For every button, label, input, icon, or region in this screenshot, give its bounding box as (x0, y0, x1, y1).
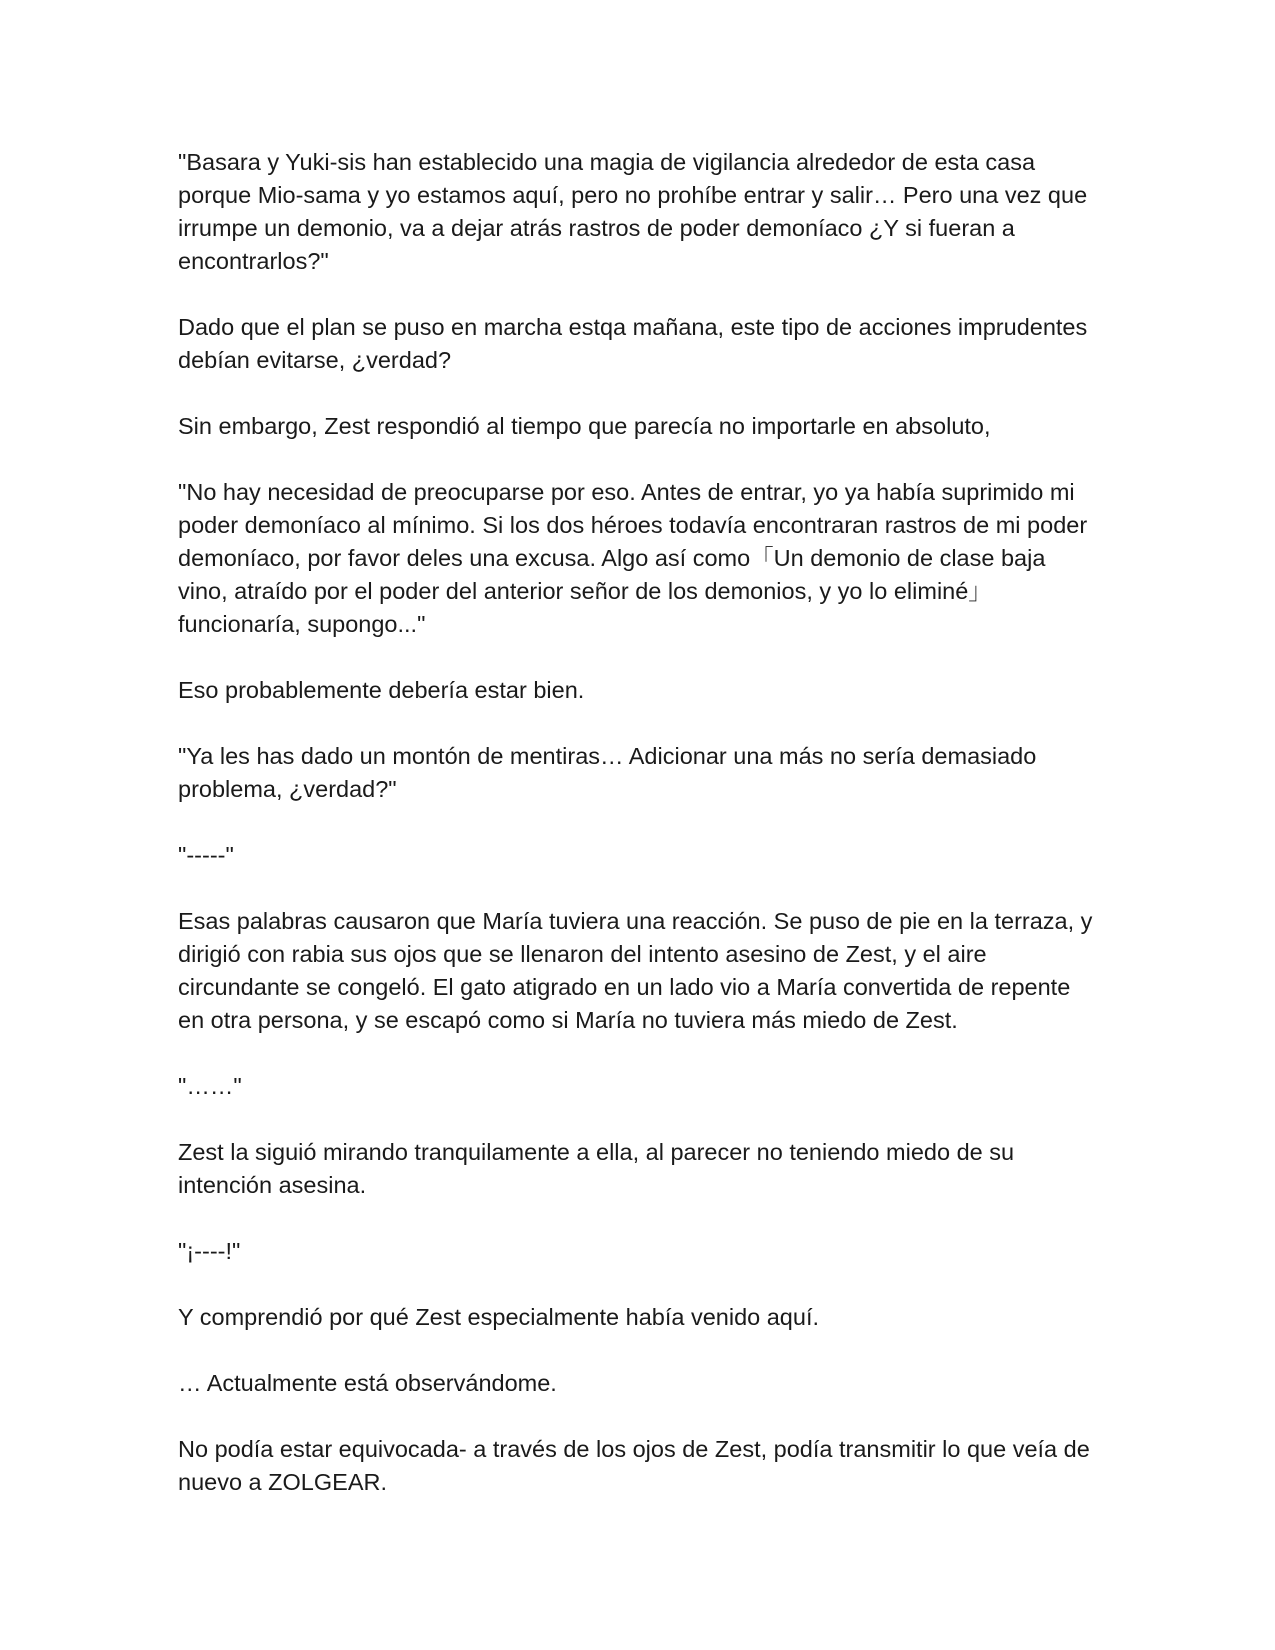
document-body (178, 146, 1098, 1532)
paragraph-12: Y comprendió por qué Zest especialmente había venido aquí. (178, 1304, 820, 1330)
paragraph-3: Sin embargo, Zest respondió al tiempo que parecía no importarle en absoluto, (178, 413, 991, 439)
paragraph-10: Zest la siguió mirando tranquilamente a ella, al parecer no teniendo miedo de su intención asesina. (178, 1139, 1015, 1198)
paragraph-7: "-----" (178, 842, 234, 868)
paragraph-14: No podía estar equivocada- a través de los ojos de Zest, podía transmitir lo que veía de nuevo a ZOLGEAR. (178, 1436, 1090, 1495)
paragraph-6: "Ya les has dado un montón de mentiras… Adicionar una más no sería demasiado problema, ¿verdad?" (178, 743, 1037, 802)
paragraph-9: "……" (178, 1073, 242, 1099)
paragraph-5: Eso probablemente debería estar bien. (178, 677, 585, 703)
paragraph-2: Dado que el plan se puso en marcha estqa mañana, este tipo de acciones imprudentes debían evitarse, ¿verdad? (178, 314, 1088, 373)
paragraph-1: "Basara y Yuki-sis han establecido una magia de vigilancia alrededor de esta casa porque Mio-sama y yo estamos aquí, pero no prohíbe entrar y salir… Pero una vez que irrumpe un demonio, va a dejar atrás rastros de poder demoníaco ¿Y si fueran a encontrarlos?" (178, 149, 1088, 274)
paragraph-8: Esas palabras causaron que María tuviera una reacción. Se puso de pie en la terraza, y dirigió con rabia sus ojos que se llenaron del intento asesino de Zest, y el aire circundante se congeló. El gato atigrado en un lado vio a María convertida de repente en otra persona, y se escapó como si María no tuviera más miedo de Zest. (178, 908, 1093, 1033)
paragraph-4: "No hay necesidad de preocuparse por eso. Antes de entrar, yo ya había suprimido mi poder demoníaco al mínimo. Si los dos héroes todavía encontraran rastros de mi poder demoníaco, por favor deles una excusa. Algo así como「Un demonio de clase baja vino, atraído por el poder del anterior señor de los demonios, y yo lo eliminé」funcionaría, supongo..." (178, 479, 1088, 637)
paragraph-13: … Actualmente está observándome. (178, 1370, 557, 1396)
paragraph-11: "¡----!" (178, 1238, 241, 1264)
